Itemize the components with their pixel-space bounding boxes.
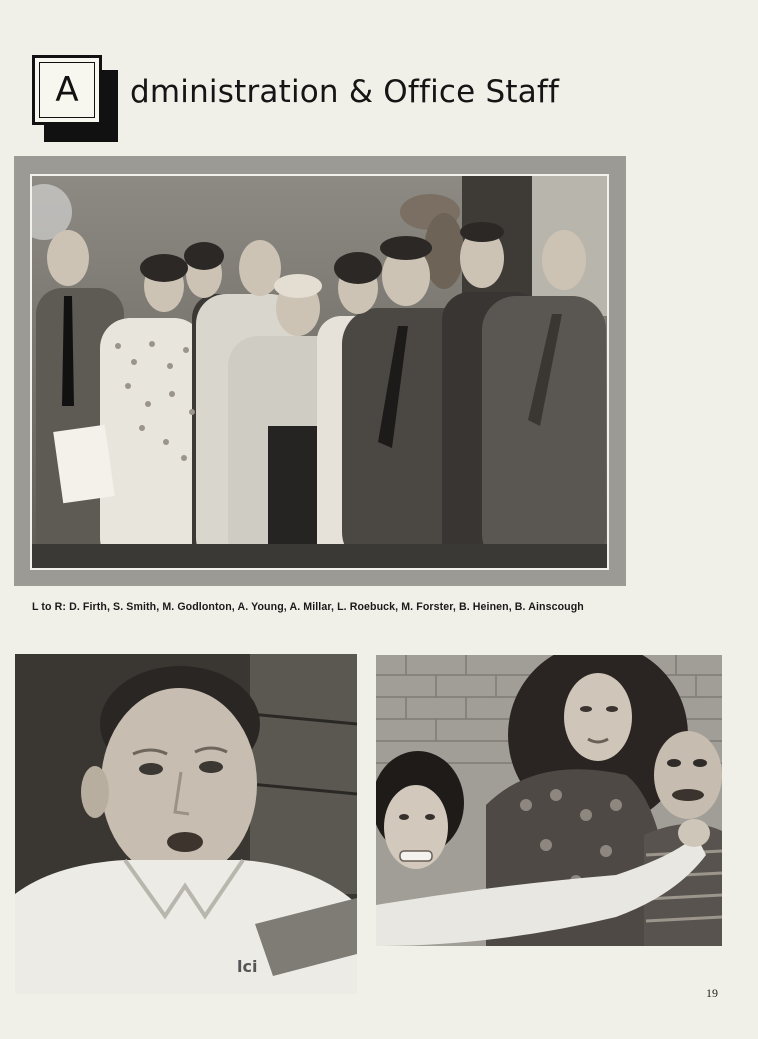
- page-number: 19: [706, 986, 718, 1000]
- candid-photo-man: [15, 654, 357, 994]
- group-photo: [30, 174, 609, 570]
- group-photo-caption: L to R: D. Firth, S. Smith, M. Godlonton, A. Young, A. Millar, L. Roebuck, M. Forster, B. Heinen, B. Ainscough: [32, 601, 584, 613]
- page-title: dministration & Office Staff: [130, 74, 560, 110]
- drop-cap-box: [32, 55, 102, 125]
- candid-photo-group: [376, 655, 722, 946]
- drop-cap-letter: A: [55, 70, 79, 110]
- svg-text:lci: lci: [237, 957, 258, 976]
